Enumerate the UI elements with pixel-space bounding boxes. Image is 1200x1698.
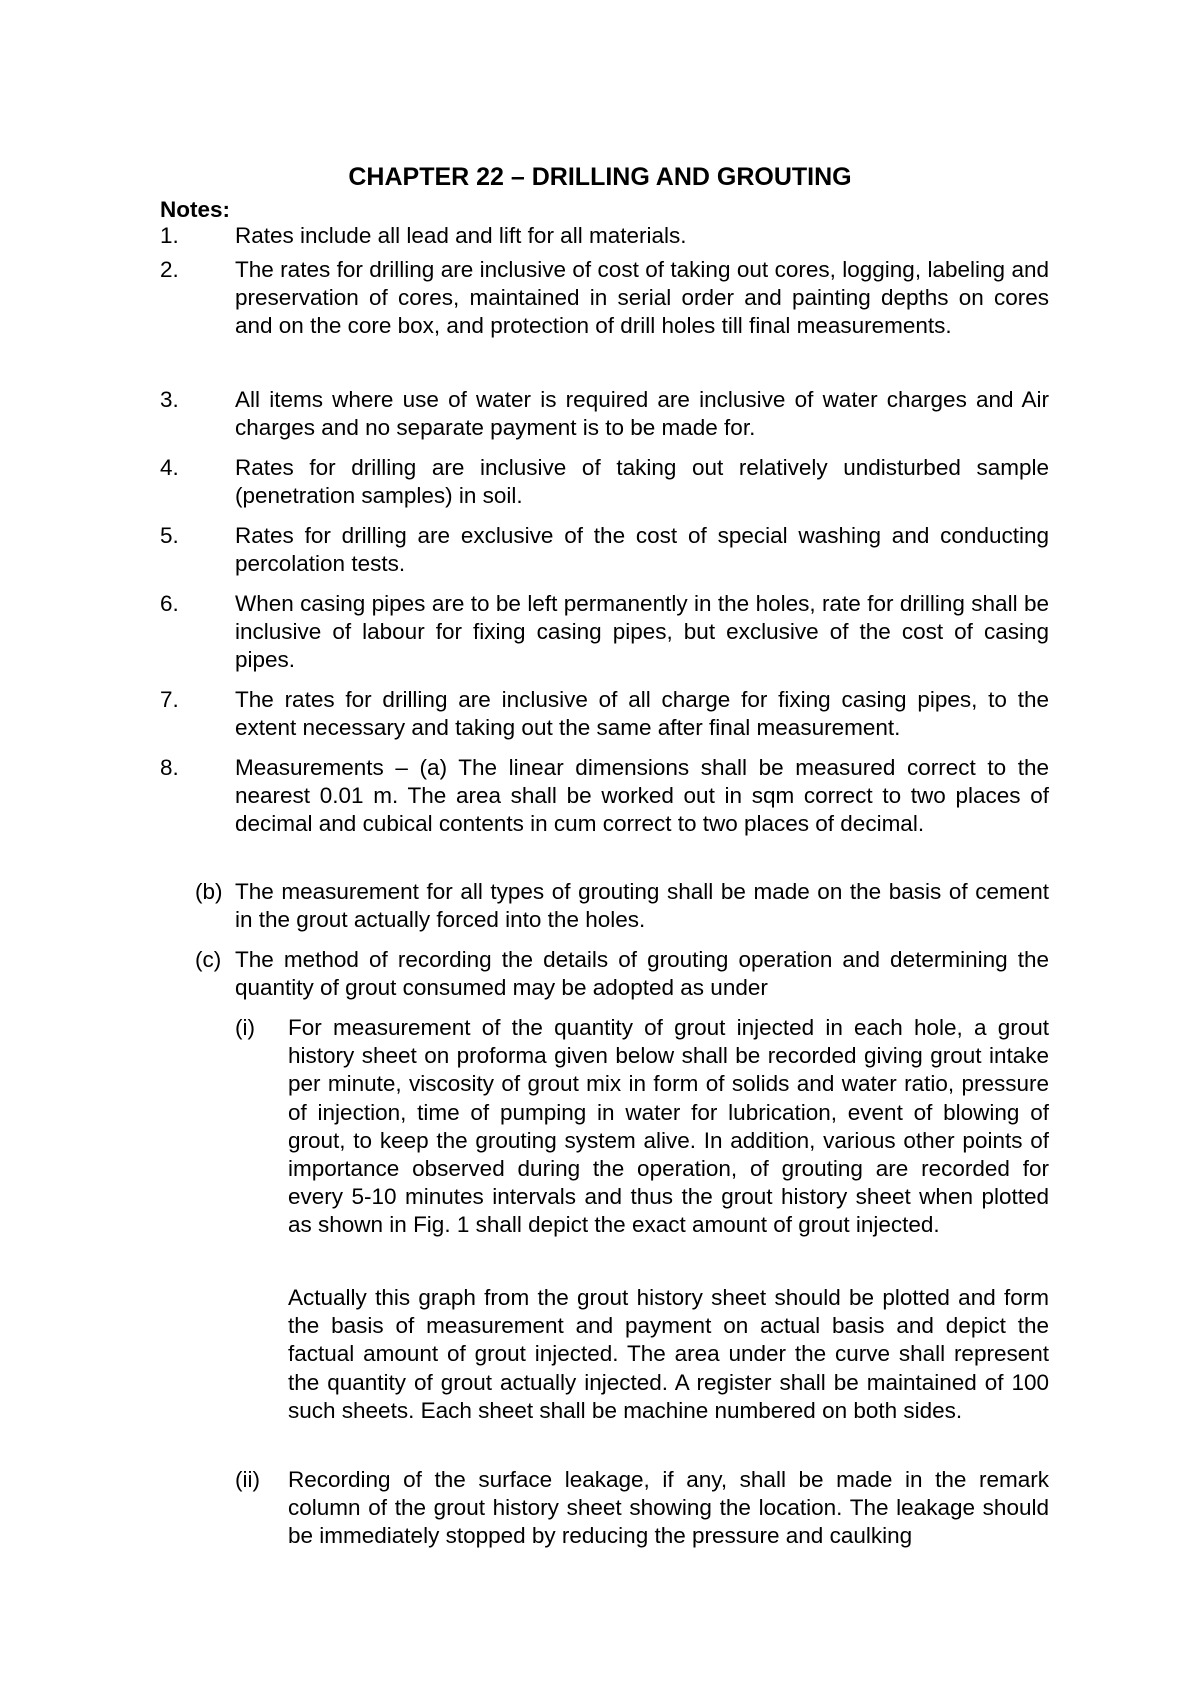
grouting-item-i: [235, 1014, 1049, 1240]
note-item-3: [160, 386, 1049, 442]
chapter-title: CHAPTER 22 – DRILLING AND GROUTING: [348, 163, 852, 191]
note-number: 3.: [160, 387, 179, 412]
note-item-5: [160, 522, 1049, 578]
note-item-7: [160, 686, 1049, 742]
note-number: 6.: [160, 591, 179, 616]
sub-item-label: (b): [195, 879, 223, 904]
sub-sub-item-label: (ii): [235, 1467, 260, 1492]
sub-item-label: (c): [195, 947, 222, 972]
note-item-1: [160, 222, 1049, 250]
measurement-sub-item-b: [195, 878, 1049, 934]
note-item-8: [160, 754, 1049, 839]
sub-sub-item-label: (i): [235, 1015, 255, 1040]
note-text: Rates for drilling are exclusive of the cost of special washing and conducting percolation tests.: [235, 523, 1049, 577]
note-number: 8.: [160, 755, 179, 780]
sub-item-text: The method of recording the details of grouting operation and determining the quantity of grout consumed may be adopted as under: [235, 947, 1049, 1001]
measurement-sub-item-c: [195, 946, 1049, 1002]
note-number: 7.: [160, 687, 179, 712]
note-text: Measurements – (a) The linear dimensions shall be measured correct to the nearest 0.01 m. The area shall be worked out in sqm correct to two places of decimal and cubical contents in cum correct to two places of decimal.: [235, 755, 1049, 837]
note-text: Rates for drilling are inclusive of taking out relatively undisturbed sample (penetration samples) in soil.: [235, 455, 1049, 509]
notes-label: Notes:: [160, 197, 231, 222]
note-text: The rates for drilling are inclusive of cost of taking out cores, logging, labeling and preservation of cores, maintained in serial order and painting depths on cores and on the core box, and protection of drill holes till final measurements.: [235, 257, 1049, 339]
sub-item-text: The measurement for all types of grouting shall be made on the basis of cement in the grout actually forced into the holes.: [235, 879, 1049, 933]
note-item-4: [160, 454, 1049, 510]
note-text: When casing pipes are to be left permanently in the holes, rate for drilling shall be inclusive of labour for fixing casing pipes, but exclusive of the cost of casing pipes.: [235, 591, 1049, 673]
sub-sub-item-text: Recording of the surface leakage, if any, shall be made in the remark column of the grout history sheet showing the location. The leakage should be immediately stopped by reducing the pressure and caulking: [288, 1467, 1049, 1549]
note-number: 5.: [160, 523, 179, 548]
note-number: 2.: [160, 257, 179, 282]
sub-sub-item-text: For measurement of the quantity of grout injected in each hole, a grout history sheet on proforma given below shall be recorded giving grout intake per minute, viscosity of grout mix in form of solids and water ratio, pressure of injection, time of pumping in water for lubrication, event of blowing of grout, to keep the grouting system alive. In addition, various other points of importance observed during the operation, of grouting are recorded for every 5-10 minutes intervals and thus the grout history sheet when plotted as shown in Fig. 1 shall depict the exact amount of grout injected.: [288, 1015, 1049, 1238]
note-item-6: [160, 590, 1049, 675]
note-text: Rates include all lead and lift for all materials.: [235, 223, 687, 248]
note-text: All items where use of water is required are inclusive of water charges and Air charges and no separate payment is to be made for.: [235, 387, 1049, 441]
grouting-item-ii: [235, 1466, 1049, 1551]
note-item-2: [160, 256, 1049, 341]
note-number: 4.: [160, 455, 179, 480]
continuation-paragraph: Actually this graph from the grout history sheet should be plotted and form the basis of measurement and payment on actual basis and depict the factual amount of grout injected. The area under the curve shall represent the quantity of grout actually injected. A register shall be maintained of 100 such sheets. Each sheet shall be machine numbered on both sides.: [288, 1285, 1049, 1423]
note-text: The rates for drilling are inclusive of all charge for fixing casing pipes, to the extent necessary and taking out the same after final measurement.: [235, 687, 1049, 741]
note-number: 1.: [160, 223, 179, 248]
